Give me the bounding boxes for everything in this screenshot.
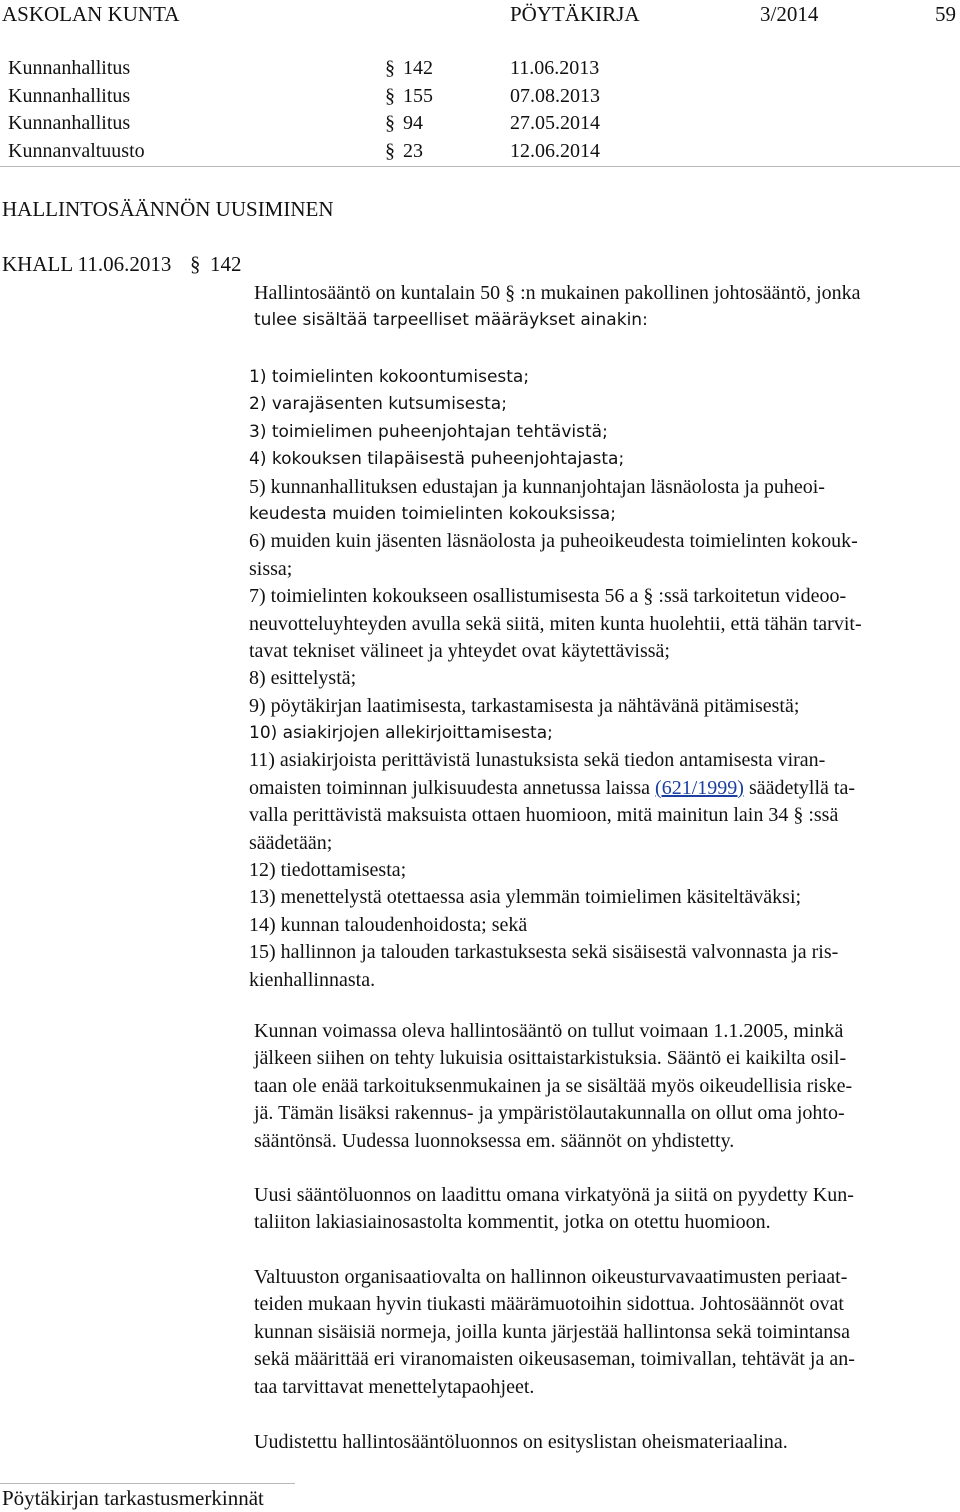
list-line: 14) kunnan taloudenhoidosta; sekä — [249, 913, 528, 936]
history-number: 142 — [403, 57, 433, 79]
list-line: 3) toimielimen puheenjohtajan tehtävistä; — [249, 421, 608, 442]
history-number: 23 — [403, 140, 423, 162]
history-body: Kunnanhallitus — [8, 57, 131, 79]
list-line: 12) tiedottamisesta; — [249, 859, 407, 882]
history-divider — [0, 166, 960, 167]
list-line: 10) asiakirjojen allekirjoittamisesta; — [249, 723, 553, 744]
body-paragraph — [254, 1182, 954, 1237]
intro-paragraph — [254, 280, 954, 335]
list-line: 15) hallinnon ja talouden tarkastuksesta sekä sisäisestä valvonnasta ja ris- — [249, 941, 839, 964]
history-body: Kunnanvaltuusto — [8, 140, 145, 162]
list-line: 9) pöytäkirjan laatimisesta, tarkastamisesta ja nähtävänä pitämisestä; — [249, 694, 800, 717]
text-line: jälkeen siihen on tehty lukuisia osittaistarkistuksia. Sääntö ei kaikilta osil- — [254, 1047, 847, 1070]
list-line: 2) varajäsenten kutsumisesta; — [249, 394, 507, 415]
history-number: 155 — [403, 85, 433, 107]
text-line: sääntönsä. Uudessa luonnoksessa em. säännöt on yhdistetty. — [254, 1129, 735, 1152]
body-paragraph — [254, 1429, 954, 1456]
list-line: säädetään; — [249, 831, 333, 854]
list-line: 1) toimielinten kokoontumisesta; — [249, 367, 530, 387]
list-line: neuvotteluyhteyden avulla sekä siitä, miten kunta huolehtii, että tähän tarvit- — [249, 612, 862, 635]
text-segment: säädetyllä ta- — [743, 776, 855, 799]
text-line: tulee sisältää tarpeelliset määräykset ainakin: — [254, 310, 648, 331]
document-type: PÖYTÄKIRJA — [510, 2, 640, 26]
document-number: 3/2014 — [760, 2, 819, 26]
list-line: 4) kokouksen tilapäisestä puheenjohtajasta; — [249, 449, 625, 470]
section-sign: § — [190, 252, 201, 276]
case-title: HALLINTOSÄÄNNÖN UUSIMINEN — [2, 197, 334, 221]
text-line: teiden mukaan hyvin tiukasti määrämuotoihin sidottua. Johtosäännöt ovat — [254, 1293, 844, 1316]
section-sign: § — [385, 112, 395, 134]
history-date: 12.06.2014 — [510, 140, 600, 162]
case-ref-number: 142 — [210, 252, 242, 276]
municipality-name: ASKOLAN KUNTA — [2, 2, 180, 26]
list-line: 6) muiden kuin jäsenten läsnäolosta ja puheoikeudesta toimielinten kokouk- — [249, 530, 858, 553]
list-line: 8) esittelystä; — [249, 667, 357, 690]
text-line: sekä määrittää eri viranomaisten oikeusaseman, toimivallan, tehtävät ja an- — [254, 1348, 855, 1371]
history-date: 07.08.2013 — [510, 85, 600, 107]
requirements-list — [249, 364, 954, 994]
text-line: Hallintosääntö on kuntalain 50 § :n mukainen pakollinen johtosääntö, jonka — [254, 282, 861, 304]
text-line: Valtuuston organisaatiovalta on hallinnon oikeusturvavaatimusten periaat- — [254, 1266, 848, 1288]
list-line: keudesta muiden toimielinten kokouksissa; — [249, 503, 616, 524]
text-line: taliiton lakiasiainosastolta kommentit, jotka on otettu huomioon. — [254, 1211, 771, 1234]
history-body: Kunnanhallitus — [8, 112, 131, 134]
list-line: 7) toimielinten kokoukseen osallistumisesta 56 a § :ssä tarkoitetun videoo- — [249, 585, 847, 608]
list-line: sissa; — [249, 557, 293, 580]
body-paragraph — [254, 1018, 954, 1155]
section-sign: § — [385, 140, 395, 162]
text-line: taan ole enää tarkoituksenmukainen ja se sisältää myös oikeudellisia riske- — [254, 1074, 853, 1097]
list-line-with-link — [249, 775, 954, 802]
list-line: valla perittävistä maksuista ottaen huomioon, mitä mainitun lain 34 § :ssä — [249, 804, 839, 827]
footer-divider — [0, 1483, 295, 1484]
section-sign: § — [385, 85, 395, 107]
history-date: 27.05.2014 — [510, 112, 600, 134]
text-line: Uusi sääntöluonnos on laadittu omana virkatyönä ja siitä on pyydetty Kun- — [254, 1184, 854, 1206]
list-line: kienhallinnasta. — [249, 968, 376, 991]
text-line: Uudistettu hallintosääntöluonnos on esityslistan oheismateriaalina. — [254, 1431, 788, 1453]
text-segment: omaisten toiminnan julkisuudesta annetussa laissa — [249, 776, 656, 799]
history-number: 94 — [403, 112, 423, 134]
law-reference-link[interactable]: (621/1999) — [655, 776, 744, 799]
footer-label: Pöytäkirjan tarkastusmerkinnät — [2, 1486, 264, 1510]
text-line: Kunnan voimassa oleva hallintosääntö on tullut voimaan 1.1.2005, minkä — [254, 1020, 844, 1042]
text-line: taa tarvittavat menettelytapaohjeet. — [254, 1375, 535, 1398]
list-line: tavat tekniset välineet ja yhteydet ovat käytettävissä; — [249, 639, 670, 662]
history-date: 11.06.2013 — [510, 57, 600, 79]
page-number: 59 — [935, 2, 956, 26]
section-sign: § — [385, 57, 395, 79]
body-paragraph — [254, 1264, 954, 1401]
text-line: kunnan sisäisiä normeja, joilla kunta järjestää hallintonsa sekä toimintansa — [254, 1320, 850, 1343]
case-ref-prefix: KHALL 11.06.2013 — [2, 252, 172, 276]
list-line: 13) menettelystä otettaessa asia ylemmän toimielimen käsiteltäväksi; — [249, 886, 802, 909]
history-body: Kunnanhallitus — [8, 85, 131, 107]
text-line: jä. Tämän lisäksi rakennus- ja ympäristölautakunnalla on ollut oma johto- — [254, 1102, 845, 1125]
list-line: 11) asiakirjoista perittävistä lunastuksista sekä tiedon antamisesta viran- — [249, 749, 826, 772]
list-line: 5) kunnanhallituksen edustajan ja kunnanjohtajan läsnäolosta ja puheoi- — [249, 475, 825, 498]
